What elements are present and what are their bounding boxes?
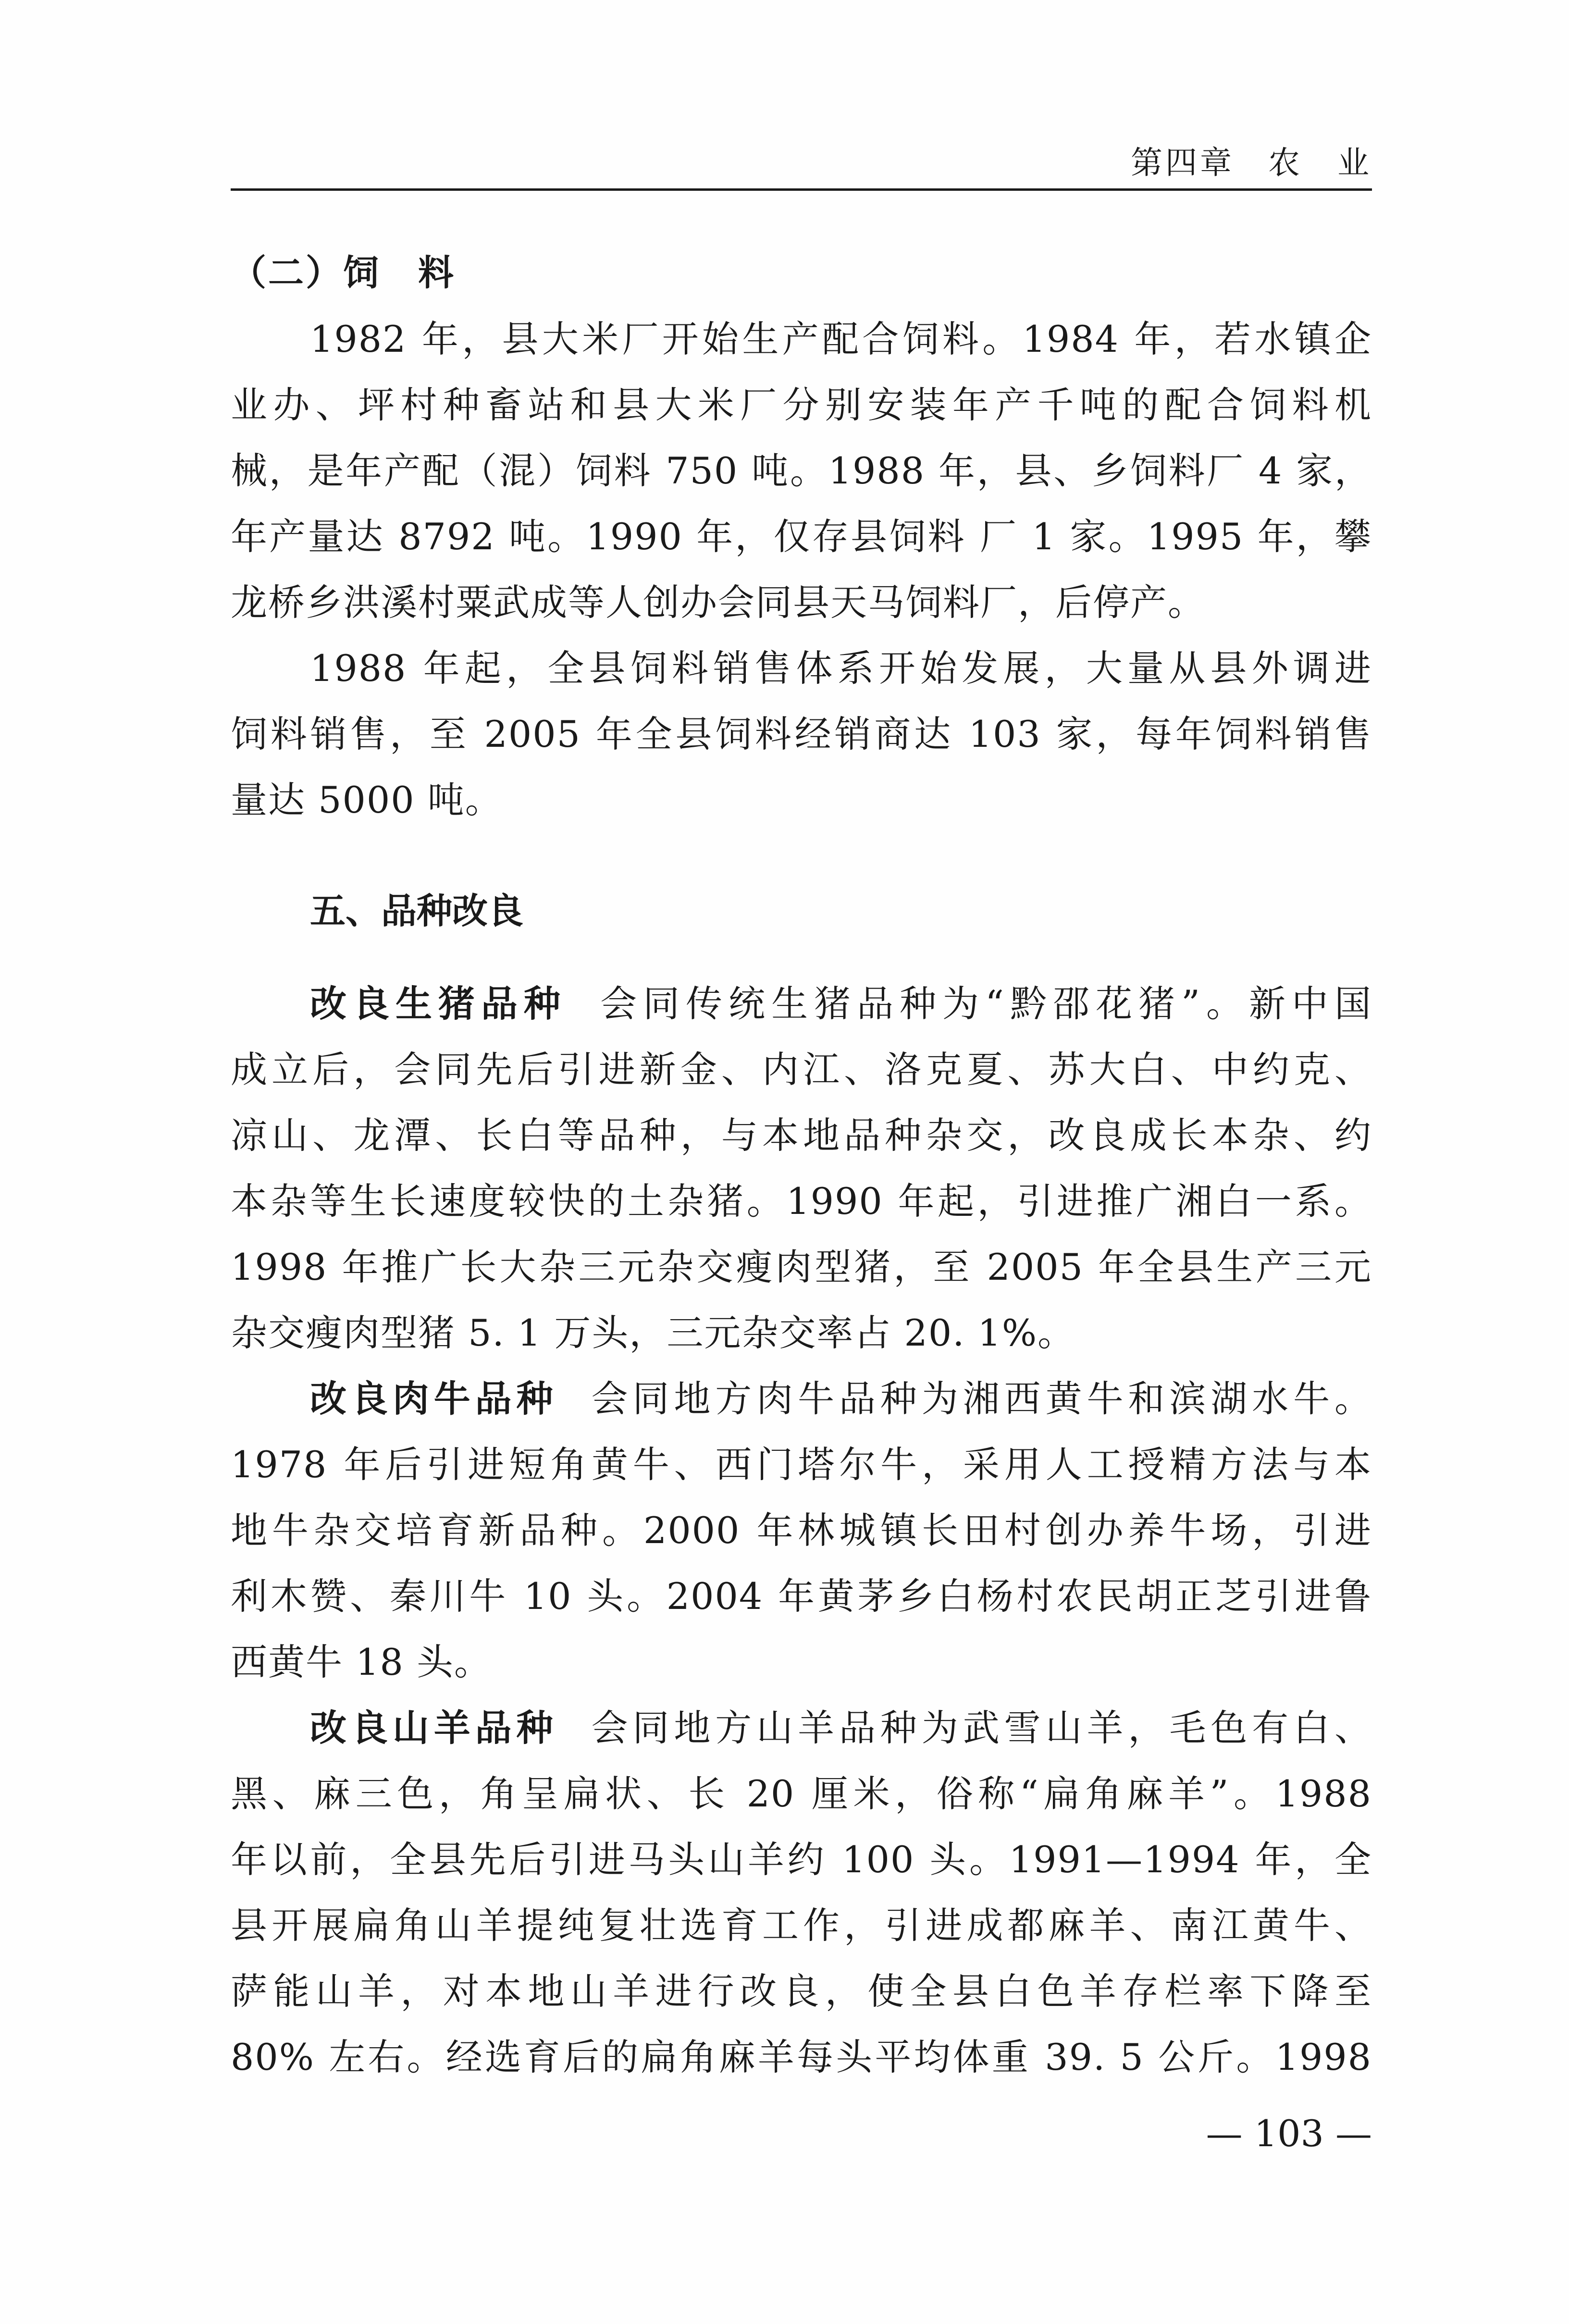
- text-line: 年产量达 8792 吨。1990 年，仅存县饲料 厂 1 家。1995 年，攀: [231, 515, 1372, 558]
- subsection-heading-feed: （二）饲 料: [231, 252, 456, 294]
- page-number: — 103 —: [1206, 2112, 1372, 2155]
- text-line: 成立后，会同先后引进新金、内江、洛克夏、苏大白、中约克、: [231, 1048, 1372, 1091]
- run-in-heading-goat: 改良山羊品种: [310, 1706, 558, 1749]
- header-rule: [231, 188, 1372, 191]
- text-line: 80% 左右。经选育后的扁角麻羊每头平均体重 39. 5 公斤。1998: [231, 2036, 1372, 2078]
- paragraph-cattle-breeds: [231, 1366, 1372, 1695]
- text-line: 年以前，全县先后引进马头山羊约 100 头。1991—1994 年，全: [231, 1838, 1372, 1881]
- text-line: 业办、坪村种畜站和县大米厂分别安装年产千吨的配合饲料机: [231, 383, 1372, 426]
- text-line: 地牛杂交培育新品种。2000 年林城镇长田村创办养牛场，引进: [231, 1509, 1372, 1552]
- text-line: 黑、麻三色，角呈扁状、长 20 厘米，俗称“扁角麻羊”。1988: [231, 1772, 1372, 1815]
- text-line: 1978 年后引进短角黄牛、西门塔尔牛，采用人工授精方法与本: [231, 1443, 1372, 1486]
- paragraph-feed-sales: [231, 635, 1372, 833]
- paragraph-goat-breeds: [231, 1695, 1372, 2090]
- text-line: 改良生猪品种 会同传统生猪品种为“黔邵花猪”。新中国: [310, 982, 1372, 1025]
- text-line: 械，是年产配（混）饲料 750 吨。1988 年，县、乡饲料厂 4 家，: [231, 449, 1372, 492]
- text-line: 1982 年，县大米厂开始生产配合饲料。1984 年，若水镇企: [310, 318, 1372, 360]
- text-line: 凉山、龙潭、长白等品种，与本地品种杂交，改良成长本杂、约: [231, 1114, 1372, 1157]
- text-line: 西黄牛 18 头。: [231, 1641, 492, 1683]
- chapter-title: 农 业: [1268, 144, 1372, 181]
- text-line: 本杂等生长速度较快的土杂猪。1990 年起，引进推广湘白一系。: [231, 1180, 1372, 1223]
- running-head: [1131, 137, 1372, 183]
- text-line: 改良肉牛品种 会同地方肉牛品种为湘西黄牛和滨湖水牛。: [310, 1377, 1372, 1420]
- paragraph-pig-breeds: [231, 971, 1372, 1366]
- text-line: 量达 5000 吨。: [231, 779, 503, 821]
- text-line: 萨能山羊，对本地山羊进行改良，使全县白色羊存栏率下降至: [231, 1970, 1372, 2013]
- text-line: 龙桥乡洪溪村粟武成等人创办会同县天马饲料厂，后停产。: [231, 581, 1205, 624]
- text-line: 饲料销售，至 2005 年全县饲料经销商达 103 家，每年饲料销售: [231, 713, 1372, 755]
- chapter-number: 第四章: [1131, 144, 1235, 181]
- text-line: 改良山羊品种 会同地方山羊品种为武雪山羊，毛色有白、: [310, 1706, 1372, 1749]
- text-line: 县开展扁角山羊提纯复壮选育工作，引进成都麻羊、南江黄牛、: [231, 1904, 1372, 1947]
- section-heading-breed-improvement: 五、品种改良: [310, 890, 523, 932]
- text-line: 1988 年起，全县饲料销售体系开始发展，大量从县外调进: [310, 647, 1372, 690]
- run-in-heading-cattle: 改良肉牛品种: [310, 1377, 558, 1420]
- text-line: 利木赞、秦川牛 10 头。2004 年黄茅乡白杨村农民胡正芝引进鲁: [231, 1575, 1372, 1618]
- run-in-heading-pig: 改良生猪品种: [310, 982, 567, 1025]
- paragraph-feed-production: [231, 306, 1372, 635]
- page-body: [231, 240, 1372, 2090]
- text-line: 杂交瘦肉型猪 5. 1 万头，三元杂交率占 20. 1%。: [231, 1311, 1075, 1354]
- text-line: 1998 年推广长大杂三元杂交瘦肉型猪，至 2005 年全县生产三元: [231, 1246, 1372, 1288]
